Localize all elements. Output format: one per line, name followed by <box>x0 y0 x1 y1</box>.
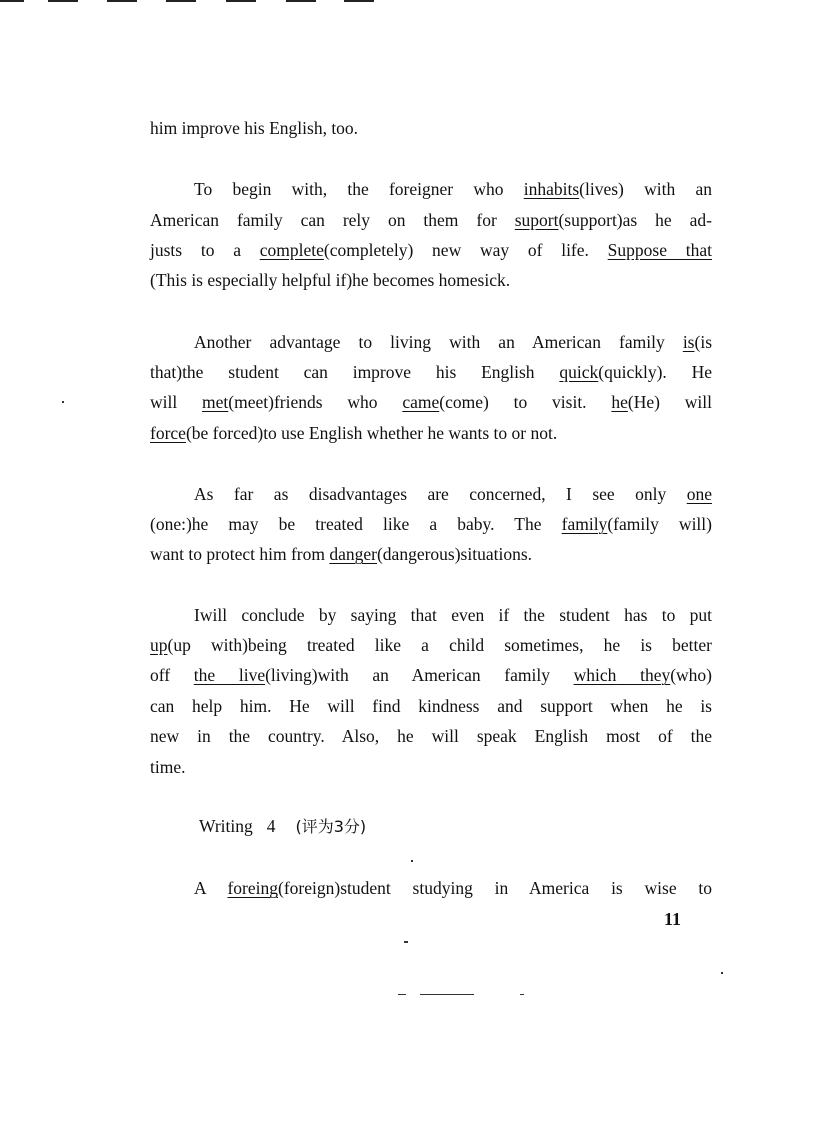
text-segment: (foreign)student studying in America is wise to <box>278 878 712 898</box>
underlined-error: Suppose that <box>607 240 712 260</box>
text-segment: A <box>194 878 228 898</box>
text-line <box>150 724 712 748</box>
underlined-error: he <box>611 392 628 412</box>
scan-artifact <box>107 0 137 2</box>
text-segment: As far as disadvantages are concerned, I see only <box>194 484 687 504</box>
underlined-error: met <box>202 392 229 412</box>
scan-speck <box>62 401 64 403</box>
text-segment: (completely) new way of life. <box>323 240 608 260</box>
underlined-error: quick <box>559 362 599 382</box>
text-line <box>150 208 712 232</box>
text-segment: (who) <box>670 665 713 685</box>
text-line <box>194 177 712 201</box>
text-segment: (support)as he ad- <box>558 210 712 230</box>
text-segment: Another advantage to living with an American family <box>194 332 683 352</box>
text-segment: (one:)he may be treated like a baby. The <box>150 514 562 534</box>
text-segment: American family can rely on them for <box>150 210 515 230</box>
text-segment: (up with)being treated like a child sometimes, he is better <box>167 635 712 655</box>
text-line <box>194 876 712 900</box>
underlined-error: family <box>561 514 608 534</box>
underlined-error: suport <box>514 210 559 230</box>
underlined-error: foreing <box>227 878 279 898</box>
underlined-error: complete <box>259 240 324 260</box>
section-heading <box>199 814 366 839</box>
text-line <box>150 512 712 536</box>
text-line <box>194 603 712 627</box>
text-line <box>150 755 712 779</box>
scan-artifact <box>48 0 78 2</box>
underlined-error: which they <box>573 665 671 685</box>
underlined-error: the live <box>193 665 266 685</box>
section-heading-label: Writing <box>199 816 253 836</box>
underlined-error: inhabits <box>523 179 580 199</box>
text-segment: new in the country. Also, he will speak English most of the <box>150 726 712 746</box>
text-line <box>150 694 712 718</box>
page-number: 11 <box>664 909 682 929</box>
text-segment: Iwill conclude by saying that even if the student has to put <box>194 605 712 625</box>
text-segment: justs to a <box>150 240 260 260</box>
section-heading-score: (评为3分) <box>295 817 367 836</box>
text-line <box>150 268 712 292</box>
text-segment: him improve his English, too. <box>150 118 359 138</box>
underlined-error: force <box>150 423 186 443</box>
text-line <box>150 663 712 687</box>
text-segment: (This is especially helpful if)he becomes homesick. <box>150 270 511 290</box>
text-segment: (meet)friends who <box>228 392 403 412</box>
scan-speck <box>398 994 406 995</box>
section-heading-number: 4 <box>266 816 276 836</box>
underlined-error: came <box>402 392 440 412</box>
text-line <box>194 330 712 354</box>
scan-artifact <box>166 0 196 2</box>
text-line <box>194 482 712 506</box>
scan-artifact <box>286 0 316 2</box>
text-line <box>150 116 712 140</box>
text-segment: (dangerous)situations. <box>376 544 533 564</box>
scan-speck <box>721 972 723 974</box>
text-segment: want to protect him from <box>150 544 330 564</box>
text-line <box>150 421 712 445</box>
text-segment: (living)with an American family <box>265 665 574 685</box>
scan-speck <box>420 994 474 995</box>
scan-artifact <box>226 0 256 2</box>
text-segment: that)the student can improve his English <box>150 362 560 382</box>
text-segment: time. <box>150 757 186 777</box>
underlined-error: is <box>682 332 695 352</box>
scan-speck <box>404 941 408 943</box>
text-segment: (is <box>694 332 712 352</box>
text-segment: (lives) with an <box>579 179 712 199</box>
text-segment: (quickly). He <box>598 362 712 382</box>
scan-speck <box>411 860 413 862</box>
underlined-error: up <box>150 635 168 655</box>
text-segment: To begin with, the foreigner who <box>194 179 524 199</box>
text-segment: (be forced)to use English whether he wants to or not. <box>185 423 558 443</box>
text-line <box>150 542 712 566</box>
text-line <box>150 390 712 414</box>
text-line <box>150 238 712 262</box>
scan-artifact <box>344 0 374 2</box>
text-segment: will <box>150 392 203 412</box>
underlined-error: one <box>686 484 712 504</box>
text-segment: can help him. He will find kindness and support when he is <box>150 696 712 716</box>
scan-artifact <box>0 0 24 2</box>
text-segment: (He) will <box>627 392 713 412</box>
text-segment: (come) to visit. <box>439 392 612 412</box>
underlined-error: danger <box>329 544 377 564</box>
text-segment: (family will) <box>607 514 712 534</box>
text-line <box>150 633 712 657</box>
scan-speck <box>520 994 524 995</box>
text-line <box>150 360 712 384</box>
text-segment: off <box>150 665 194 685</box>
